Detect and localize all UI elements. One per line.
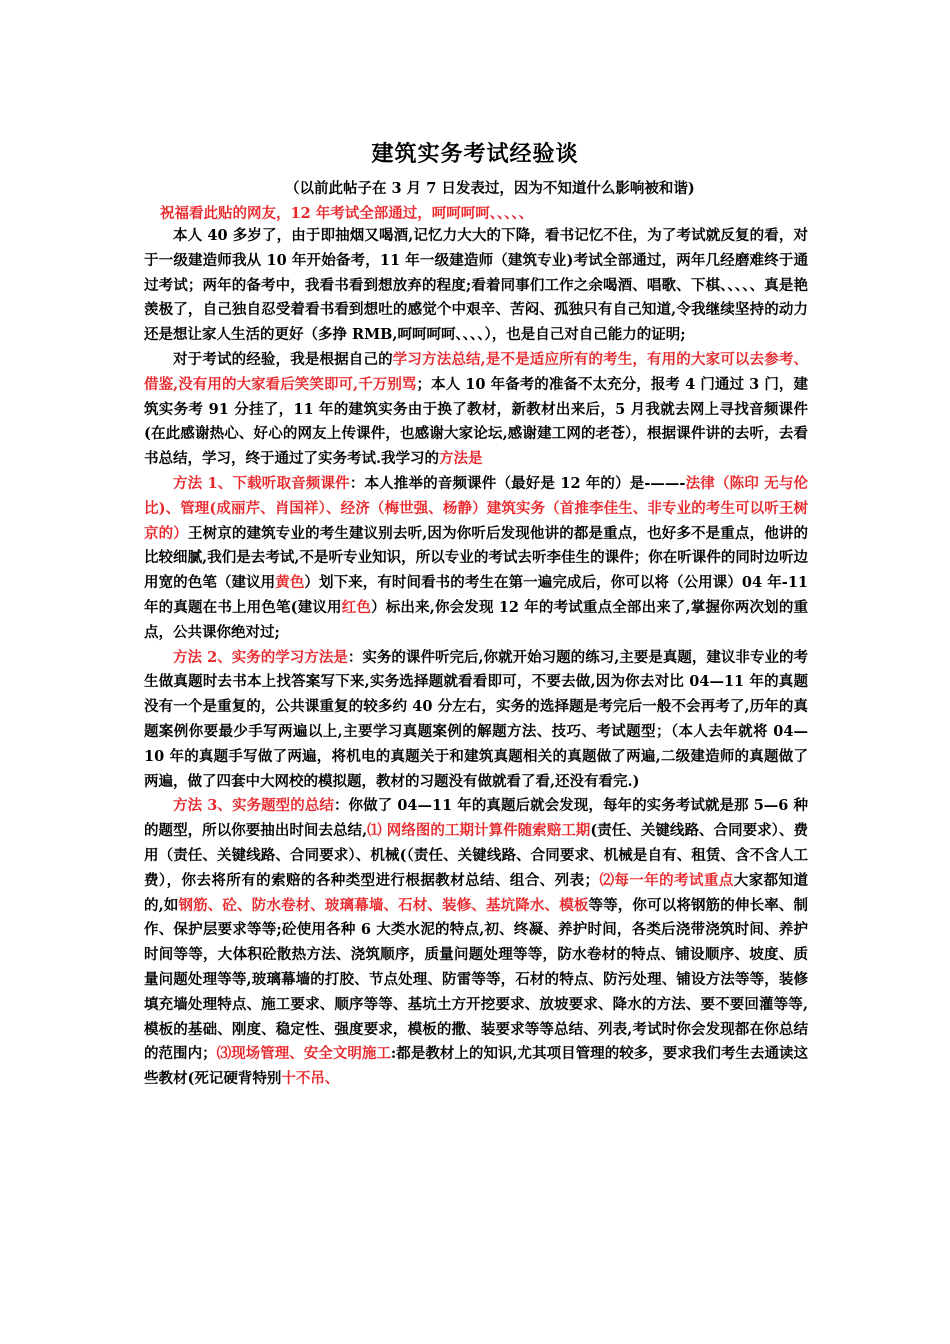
method-1-highlight-yellow: 黄色 (275, 574, 305, 592)
document-title: 建筑实务考试经验谈 (371, 142, 579, 167)
method-3-text-4: 等等，你可以将钢筋的伸长率、制作、保护层要求等等;砼使用各种 6 大类水泥的特点,初、终凝、养护时间，各类后浇带浇筑时间、养护时间等等，大体积砼散热方法、浇筑顺序，质量问题处理等等，防水卷材的特点、铺设顺序、坡度、质量问题处理等等,玻璃幕墙的打胶、节点处理、防雷等等，石材的特点、防污处理、铺设方法等等，装修填充墙处理特点、施工要求、顺序等等、基坑土方开挖要求、放坡要求、降水的方法、要不要回灌等等,模板的基础、刚度、稳定性、强度要求，模板的撒、装要求等等总结、列表,考试时你会发现都在你总结的范围内； (144, 896, 809, 1063)
paragraph-experience (144, 348, 808, 472)
paragraph-method-2 (144, 646, 808, 795)
method-3-highlight-materials: 钢筋、砼、防水卷材、玻璃幕墙、石材、装修、基坑降水、模板 (178, 896, 589, 914)
method-3-text-1: ：你做了 04—11 年的真题后就会发现，每年的实务考试就是那 5—6 种的题型，所以你要抽出时间去总结, (144, 797, 808, 840)
greeting-line: 祝福看此贴的网友，12 年考试全部通过，呵呵呵呵、、、、、 (160, 205, 534, 222)
intro-text: 本人 40 多岁了，由于即抽烟又喝酒,记忆力大大的下降，看书记忆不住，为了考试就反复的看，对于一级建造师我从 10 年开始备考，11 年一级建造师（建筑专业)考试全部通过，两年几经磨难终于通过考试；两年的备考中，我看书看到想放弃的程度;看着同事们工作之余喝酒、唱歌、下棋、、、、、真是艳羡极了，自己独自忍受着看书看到想吐的感觉个中艰辛、苦闷、孤独只有自己知道,令我继续坚持的动力还是想让家人生活的更好（多挣 RMB,呵呵呵呵、、、、），也是自己对自己能力的证明; (144, 227, 808, 344)
method-3-text-3: 大家都知道的,如 (144, 871, 809, 914)
method-3-highlight-tail: 十不吊、 (281, 1070, 340, 1088)
experience-highlight-2: 方法是 (439, 450, 483, 468)
method-3-text-2: (责任、关键线路、合同要求）、费用（责任、关键线路、合同要求）、机械(（责任、关键线路、合同要求、机械是自有、租赁、含不含人工费），你去将所有的索赔的各种类型进行根据教材总结、组合、列表； (144, 822, 809, 889)
method-3-text-5: :都是教材上的知识,尤其项目管理的较多，要求我们考生去通读这些教材(死记硬背特别 (144, 1045, 809, 1088)
paragraph-intro (144, 224, 808, 348)
method-2-text: ：实务的课件听完后,你就开始习题的练习,主要是真题，建议非专业的考生做真题时去书本上找答案写下来,实务选择题就看看即可，不要去做,因为你去对比 04—11 年的真题没有一个是重复的，公共课重复的较多约 40 分左右，实务的选择题是考完后一般不会再考了,历年的真题案例你要最少手写两遍以上,主要学习真题案例的解题方法、技巧、考试题型；（本人去年就将 04—10 年的真题手写做了两遍，将机电的真题关于和建筑真题相关的真题做了两遍,二级建造师的真题做了两遍，做了四套中大网校的模拟题，教材的习题没有做就看了看,还没有看完.) (144, 648, 808, 790)
experience-text-1: 对于考试的经验，我是根据自己的 (173, 350, 393, 368)
method-3-highlight-focus: ⑵每一年的考试重点 (599, 871, 734, 889)
paragraph-method-3 (144, 794, 808, 1092)
paragraph-method-1 (144, 472, 808, 646)
method-3-highlight-site: ⑶现场管理、安全文明施工 (216, 1045, 391, 1063)
experience-highlight-1: 学习方法总结,是不是适应所有的考生，有用的大家可以去参考、借鉴,没有用的大家看后笑笑即可,千万别骂 (144, 350, 808, 393)
method-1-text-3: ）划下来，有时间看书的考生在第一遍完成后，你可以将（公用课）04 年-11 年的真题在书上用色笔(建议用 (144, 574, 809, 616)
method-1-text-2: 王树京的建筑专业的考生建议别去听,因为你听后发现他讲的都是重点，也好多不是重点，他讲的比较细腻,我们是去考试,不是听专业知识，所以专业的考试去听李佳生的课件；你在听课件的同时边听边用宽的色笔（建议用 (144, 524, 809, 592)
method-1-text-4: ）标出来,你会发现 12 年的考试重点全部出来了,掌握你两次划的重点，公共课你绝对过; (144, 598, 808, 641)
method-1-highlight-red: 红色 (341, 598, 372, 616)
experience-text-2: ；本人 10 年备考的准备不太充分，报考 4 门通过 3 门，建筑实务考 91 分挂了，11 年的建筑实务由于换了教材，新教材出来后，5 月我就去网上寻找音频课件(在此感谢热心、好心的网友上传课件，也感谢大家论坛,感谢建工网的老苍），根据课件讲的去听，去看书总结，学习，终于通过了实务考试.我学习的 (144, 375, 808, 468)
method-1-text-1: ：本人推举的音频课件（最好是 12 年的）是-——- (349, 474, 686, 492)
method-3-highlight-network: ⑴ 网络图的工期计算件随索赔工期 (367, 822, 591, 840)
method-2-heading: 方法 2、实务的学习方法是 (173, 648, 348, 666)
method-3-heading: 方法 3、实务题型的总结 (173, 797, 334, 815)
document-subtitle: （以前此帖子在 3 月 7 日发表过，因为不知道什么影响被和谐) (285, 180, 695, 197)
article-body (144, 224, 808, 1092)
method-1-heading: 方法 1、下载听取音频课件 (173, 474, 350, 492)
method-1-highlight-teachers: 法律（陈印 无与伦比)、管理(成丽芹、肖国祥）、经济（梅世强、杨静）建筑实务（首推李佳生、非专业的考生可以听王树京的） (144, 474, 808, 542)
